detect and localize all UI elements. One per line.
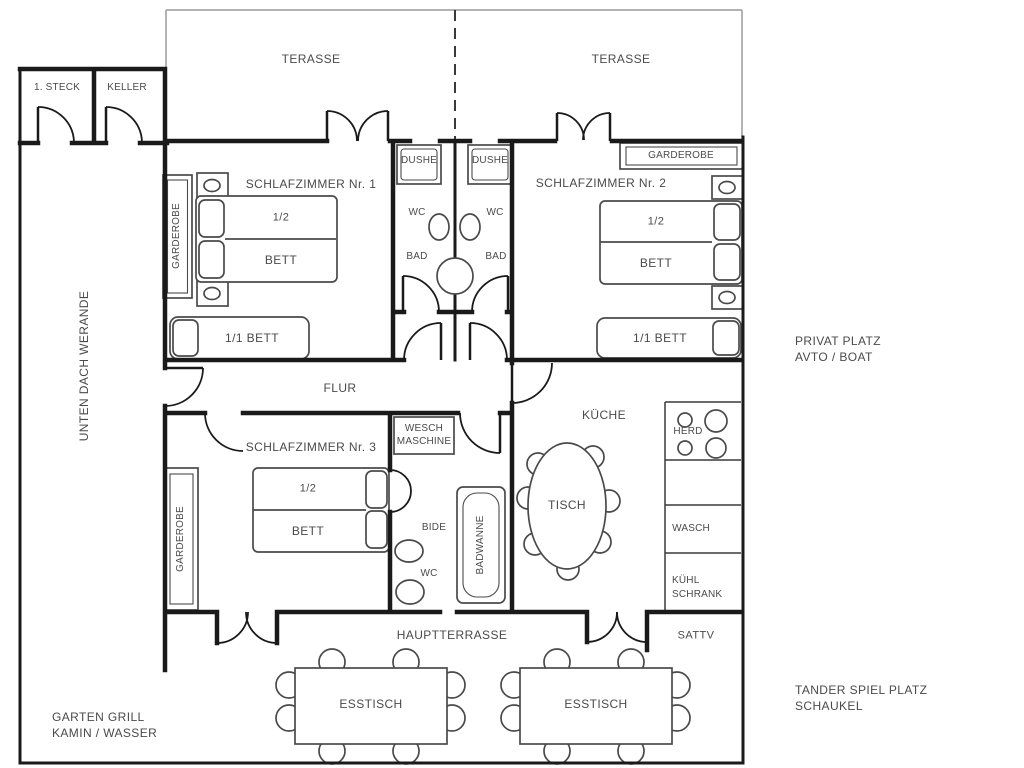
label-bad-bath1: BAD [406, 251, 428, 262]
label-sattv: SATTV [677, 629, 715, 642]
label-schaukel: SCHAUKEL [795, 699, 863, 713]
label-wasch: WASCH [672, 523, 710, 534]
label-hauptterrasse: HAUPTTERRASSE [396, 628, 508, 642]
label-wc-bath2: WC [486, 207, 504, 218]
label-bad-bath2: BAD [485, 251, 507, 262]
room-label-keller: KELLER [107, 82, 147, 93]
label-bed1-bett: BETT [264, 253, 298, 267]
label-bed2-size: 1/2 [647, 215, 665, 228]
room-label-dushe-left: DUSHE [400, 155, 438, 166]
label-wc-bath3: WC [420, 568, 438, 579]
room-label-terasse-left: TERASSE [281, 52, 341, 66]
label-bed3-size: 1/2 [299, 482, 317, 495]
room-label-terasse-right: TERASSE [591, 52, 651, 66]
room-label-dushe-right: DUSHE [471, 155, 509, 166]
room-label-schlafzimmer-2: SCHLAFZIMMER Nr. 2 [535, 176, 667, 190]
label-bed1-size: 1/2 [272, 211, 290, 224]
label-badwanne: BADWANNE [475, 515, 486, 575]
label-privat-platz: PRIVAT PLATZ [795, 334, 881, 348]
label-esstisch-2: ESSTISCH [564, 697, 628, 711]
toilet-bath3 [396, 580, 424, 604]
label-bed3-bett: BETT [291, 524, 325, 538]
label-schrank: SCHRANK [672, 589, 723, 600]
room-label-kueche: KÜCHE [581, 408, 627, 422]
label-garderobe-1: GARDEROBE [171, 203, 182, 269]
label-garten-grill: GARTEN GRILL [52, 710, 145, 724]
toilet-bath2 [460, 214, 480, 240]
label-unten-dach-werande: UNTEN DACH WERANDE [77, 290, 91, 442]
label-kamin-wasser: KAMIN / WASSER [52, 726, 158, 740]
sink-shared [437, 258, 473, 294]
bed3-double-bed [253, 468, 389, 552]
label-single-bed-2: 1/1 BETT [633, 331, 687, 345]
bed2-double-bed [600, 201, 742, 284]
label-esstisch-1: ESSTISCH [339, 697, 403, 711]
label-avto-boat: AVTO / BOAT [795, 350, 873, 364]
room-label-flur: FLUR [323, 381, 357, 395]
label-garderobe-3: GARDEROBE [175, 506, 186, 572]
room-label-schlafzimmer-1: SCHLAFZIMMER Nr. 1 [245, 177, 377, 191]
label-single-bed-1: 1/1 BETT [225, 331, 279, 345]
label-wc-bath1: WC [408, 207, 426, 218]
label-bed2-bett: BETT [639, 256, 673, 270]
label-maschine: MASCHINE [396, 436, 452, 447]
room-label-steck: 1. STECK [33, 82, 81, 93]
label-kuehl: KÜHL [672, 575, 700, 586]
room-label-schlafzimmer-3: SCHLAFZIMMER Nr. 3 [245, 440, 377, 454]
toilet-bath1 [429, 214, 449, 240]
label-garderobe-2: GARDEROBE [648, 150, 714, 161]
label-tander-spiel-platz: TANDER SPIEL PLATZ [795, 683, 928, 697]
bidet-bath3 [395, 540, 423, 562]
label-herd: HERD [673, 426, 703, 437]
label-tisch: TISCH [548, 498, 586, 512]
bed1-double-bed [196, 196, 337, 282]
label-bide: BIDE [421, 522, 447, 533]
label-wesch: WESCH [404, 423, 444, 434]
